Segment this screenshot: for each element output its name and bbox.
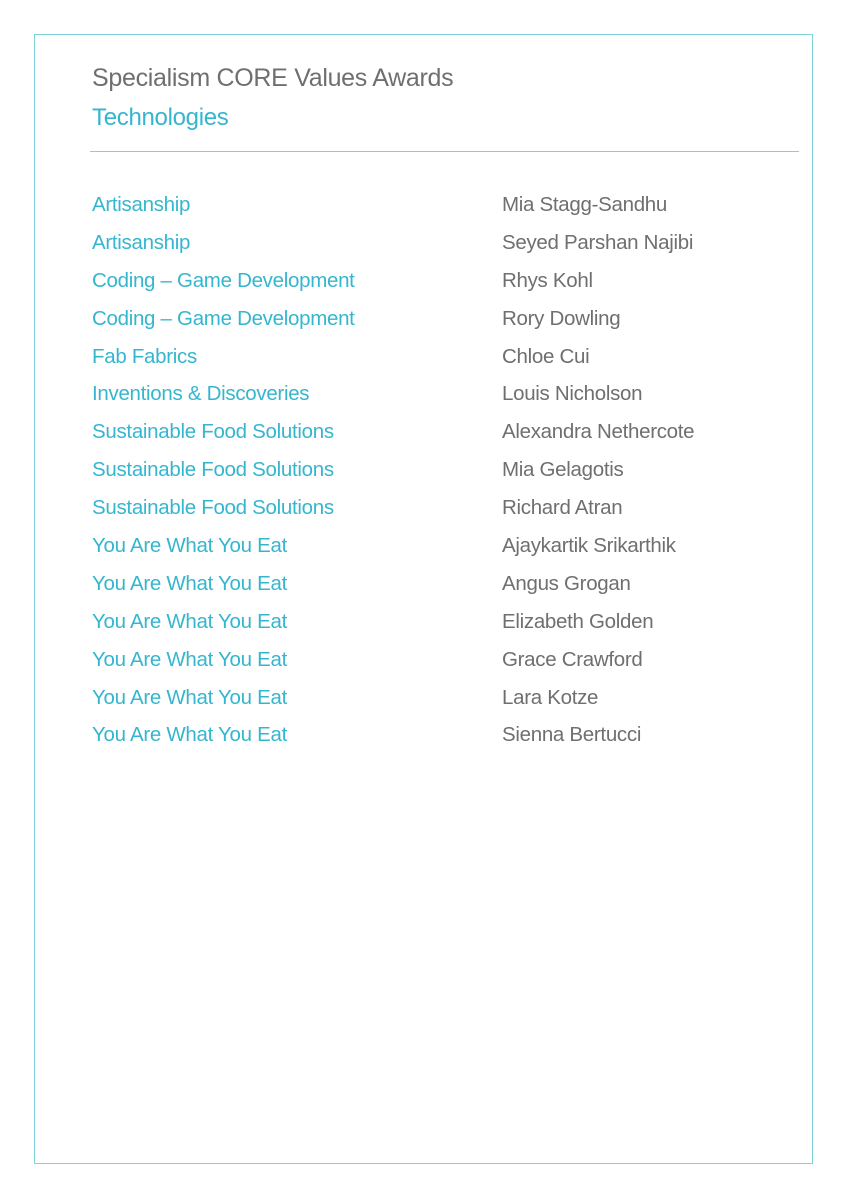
award-category: You Are What You Eat <box>92 647 287 671</box>
award-recipient: Alexandra Nethercote <box>502 420 695 444</box>
award-row <box>92 641 792 679</box>
award-recipient: Mia Gelagotis <box>502 458 624 482</box>
award-category: You Are What You Eat <box>92 571 287 595</box>
award-row <box>92 338 792 376</box>
award-category: Inventions & Discoveries <box>92 382 310 406</box>
award-category: Coding – Game Development <box>92 306 355 330</box>
award-recipient: Louis Nicholson <box>502 382 643 406</box>
award-category: You Are What You Eat <box>92 609 287 633</box>
award-row <box>92 186 792 224</box>
award-row <box>92 489 792 527</box>
award-recipient: Chloe Cui <box>502 344 590 368</box>
award-recipient: Sienna Bertucci <box>502 723 642 747</box>
award-category: Sustainable Food Solutions <box>92 420 334 444</box>
header-divider <box>90 151 799 152</box>
document-title: Specialism CORE Values Awards <box>92 64 454 92</box>
award-row <box>92 300 792 338</box>
award-row <box>92 224 792 262</box>
award-recipient: Seyed Parshan Najibi <box>502 230 694 254</box>
award-category: Artisanship <box>92 230 191 254</box>
award-recipient: Grace Crawford <box>502 647 643 671</box>
award-recipient: Richard Atran <box>502 496 623 520</box>
award-row <box>92 565 792 603</box>
award-recipient: Elizabeth Golden <box>502 609 654 633</box>
award-row <box>92 716 792 754</box>
award-category: Sustainable Food Solutions <box>92 458 334 482</box>
award-recipient: Mia Stagg-Sandhu <box>502 193 668 216</box>
award-recipient: Rory Dowling <box>502 306 621 330</box>
award-recipient: Lara Kotze <box>502 685 599 709</box>
award-row <box>92 262 792 300</box>
award-category: You Are What You Eat <box>92 723 287 747</box>
award-category: You Are What You Eat <box>92 534 287 558</box>
award-row <box>92 679 792 717</box>
award-row <box>92 603 792 641</box>
award-row <box>92 375 792 413</box>
award-category: Coding – Game Development <box>92 268 355 292</box>
award-category: Fab Fabrics <box>92 344 197 368</box>
award-recipient: Rhys Kohl <box>502 268 593 292</box>
award-category: You Are What You Eat <box>92 685 287 709</box>
document-subtitle: Technologies <box>92 104 229 131</box>
award-row <box>92 451 792 489</box>
award-row <box>92 413 792 451</box>
award-recipient: Angus Grogan <box>502 571 631 595</box>
award-row <box>92 527 792 565</box>
award-category: Artisanship <box>92 193 191 216</box>
awards-list <box>92 186 792 754</box>
award-recipient: Ajaykartik Srikarthik <box>502 534 676 558</box>
award-category: Sustainable Food Solutions <box>92 496 334 520</box>
